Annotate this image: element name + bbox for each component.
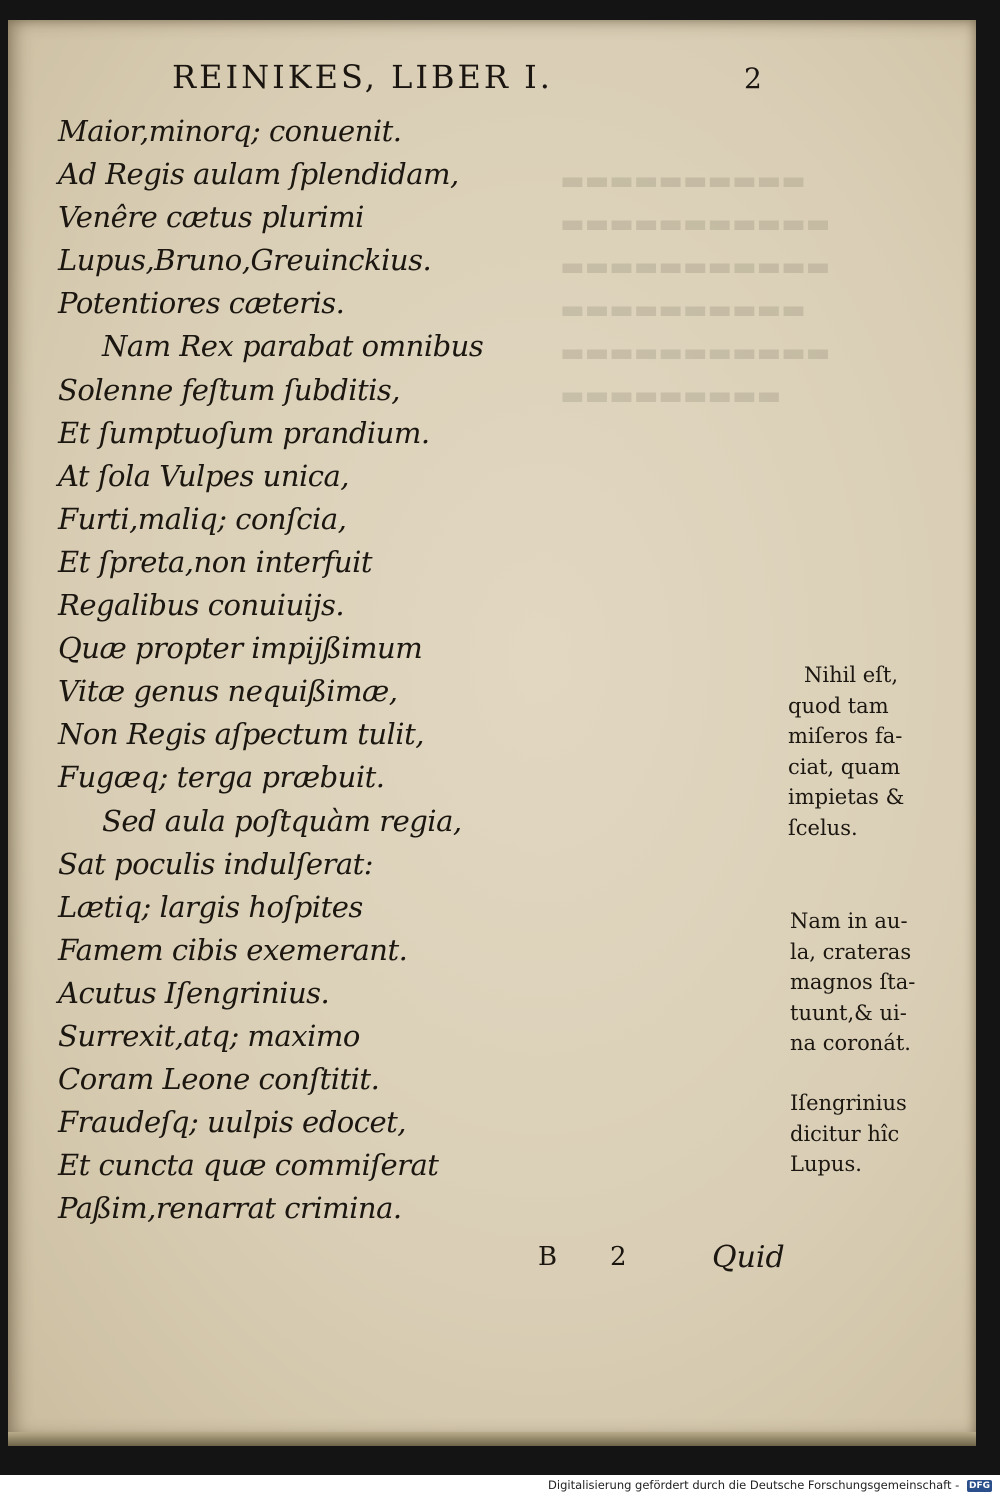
verse-line: Et cuncta quæ commiſerat [58,1148,439,1183]
verse-line: Maior,minorq; conuenit. [58,114,402,148]
verse-line: Et ſpreta,non interfuit [58,544,373,579]
page-edge [8,1432,976,1446]
running-header [172,58,792,98]
verse-line: Lupus,Bruno,Greuinckius. [58,243,432,278]
verse-line: At ſola Vulpes unica, [58,458,350,493]
verse-line: Non Regis aſpectum tulit, [58,717,424,752]
signature-number: 2 [610,1242,627,1272]
verse-block [58,110,498,1230]
signature-letter: B [538,1242,558,1272]
verse-line: Fraudeſq; uulpis edocet, [58,1105,406,1140]
note-line: Iſengrinius [790,1091,907,1115]
verse-line: Ad Regis aulam ſplendidam, [58,157,459,192]
verse-line: Et ſumptuoſum prandium. [58,415,430,450]
marginal-note [790,906,915,1059]
verse-line: Quæ propter impijßimum [58,631,423,666]
catchword: Quid [712,1240,785,1275]
note-line: miſeros fa- [788,724,903,748]
verse-line: Vitæ genus nequißimæ, [58,674,398,709]
digitization-credit [0,1475,992,1495]
marginal-note [788,660,904,843]
note-line: ſcelus. [788,815,858,840]
verse-line: Nam Rex parabat omnibus [102,329,484,364]
verse-line: Sat poculis indulſerat: [58,846,374,881]
verse-line: Potentiores cæteris. [58,286,345,321]
verse-line: Furti,maliq; conſcia, [58,501,347,536]
page-number: 2 [744,62,762,95]
note-line: na coronát. [790,1031,911,1055]
verse-line: Famem cibis exemerant. [58,932,408,967]
show-through: ▬▬▬▬▬▬▬▬▬▬ ▬▬▬▬▬▬▬▬▬▬▬ ▬▬▬▬▬▬▬▬▬▬▬ ▬▬▬▬▬▬▬▬▬▬ ▬▬▬▬▬▬▬▬▬▬▬ ▬▬▬▬▬▬▬▬▬ [560,166,831,411]
verse-line: Paßim,renarrat crimina. [58,1191,402,1226]
note-line: Nam in au- [790,909,908,933]
note-line: impietas & [788,785,905,809]
credit-text: Digitalisierung gefördert durch die Deutsche Forschungsgemeinschaft - [548,1478,960,1492]
note-line: Nihil eſt, [804,663,899,687]
note-line: dicitur hîc [790,1121,900,1146]
verse-line: Coram Leone conſtitit. [58,1062,380,1097]
dfg-logo-icon: DFG [968,1480,990,1491]
running-title: REINIKES, LIBER I. [172,58,553,96]
note-line: tuunt,& ui- [790,1000,907,1025]
marginal-note [790,1088,907,1180]
verse-line: Surrexit,atq; maximo [58,1018,360,1053]
verse-line: Fugæq; terga præbuit. [58,760,385,795]
verse-line: Sed aula poſtquàm regia, [102,803,462,838]
note-line: Lupus. [790,1152,862,1176]
verse-line: Lætiq; largis hoſpites [58,889,363,924]
note-line: magnos ſta- [790,970,916,994]
note-line: quod tam [788,693,889,718]
verse-line: Acutus Iſengrinius. [58,975,330,1010]
note-line: ciat, quam [788,754,901,779]
verse-line: Regalibus conuiuijs. [58,588,345,623]
verse-line: Venêre cætus plurimi [58,200,364,235]
note-line: la, crateras [790,939,912,964]
verse-line: Solenne feſtum ſubditis, [58,372,401,407]
